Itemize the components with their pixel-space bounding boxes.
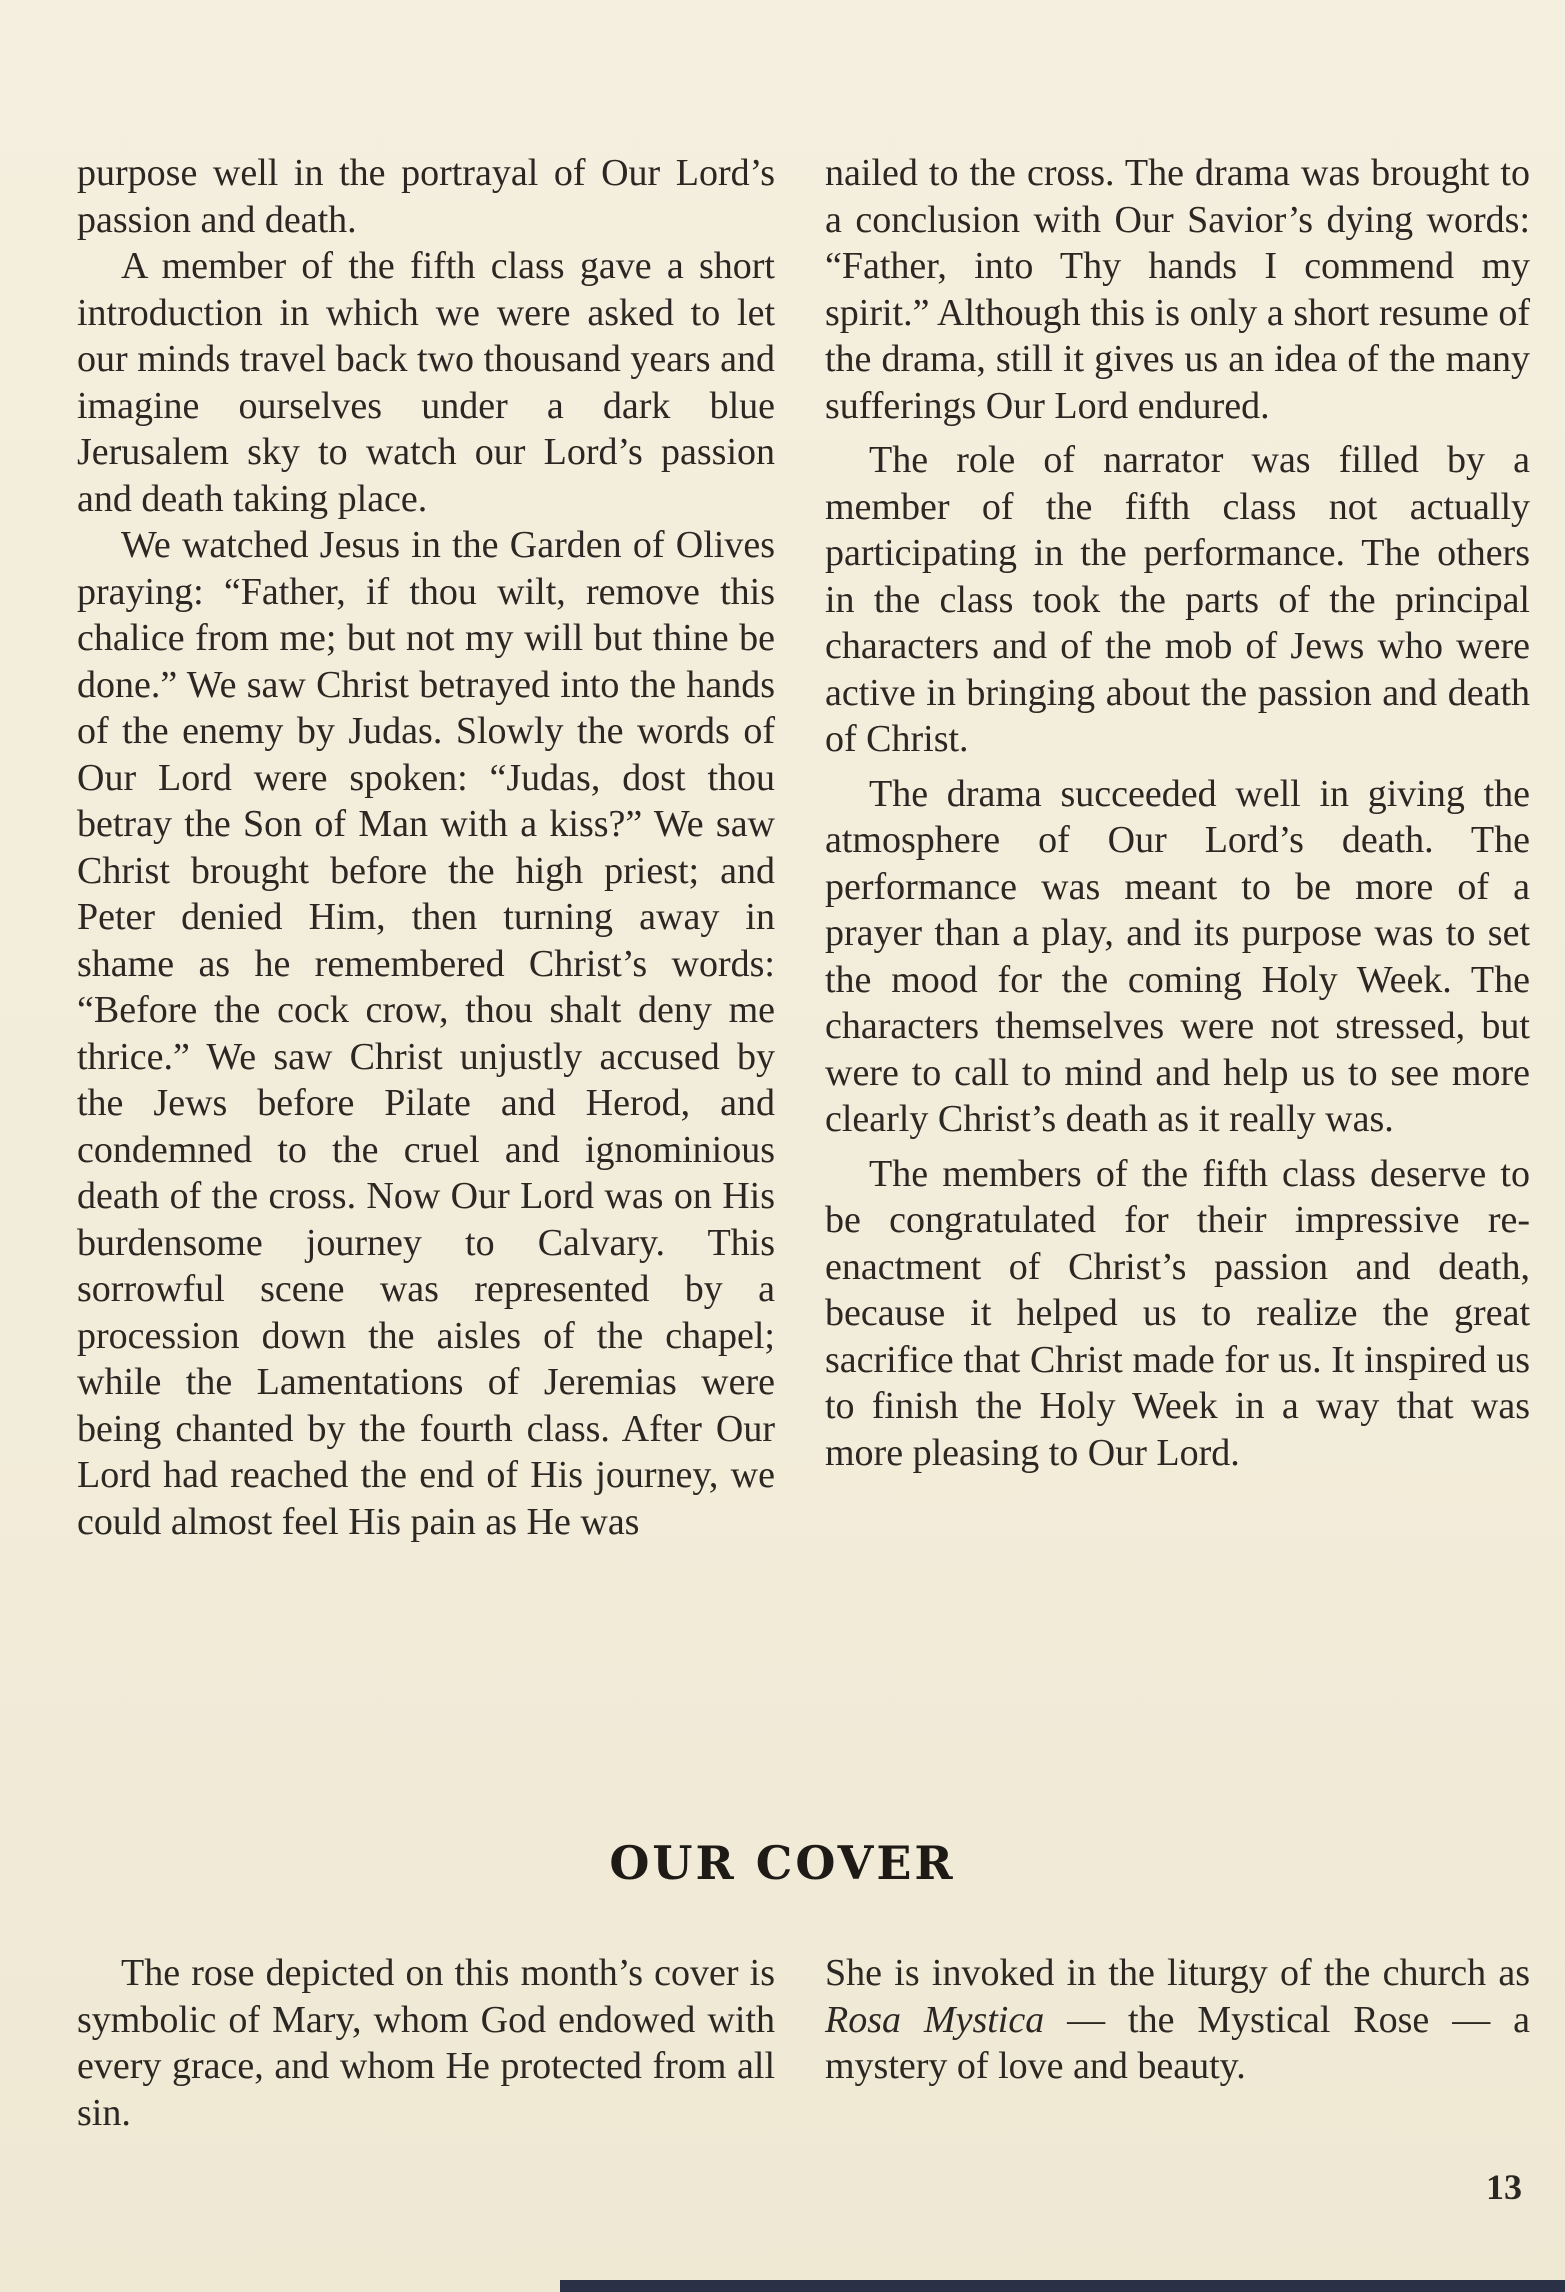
page-number: 13: [1486, 2167, 1522, 2207]
article-paragraph: The role of narrator was filled by a member of the fifth class not actually participating in the performance. The others in the class took the parts of the principal characters and of the mob of Jews who were active in bringing about the passion and death of Christ.: [825, 439, 1530, 760]
article-paragraph: The members of the fifth class deserve to be congratulated for their impressive re-enactment of Christ’s passion and death, because it helped us to realize the great sacrifice that Christ made for us. It inspired us to finish the Holy Week in a way that was more pleasing to Our Lord.: [825, 1152, 1530, 1474]
article-paragraph: A member of the fifth class gave a short introduction in which we were asked to let our minds travel back two thousand years and imagine ourselves under a dark blue Jerusalem sky to watch our Lord’s passion and death taking place.: [77, 245, 775, 520]
article-right-column: [825, 150, 1530, 1476]
cover-paragraph: The rose depicted on this month’s cover is symbolic of Mary, whom God endowed with every grace, and whom He protected from all sin.: [77, 1952, 775, 2134]
cover-paragraph: [825, 1950, 1530, 2090]
article-left-column: [77, 150, 775, 1545]
cover-right-column: [825, 1950, 1530, 2090]
rosa-mystica-italic: Rosa Mystica: [825, 1998, 1045, 2041]
article-paragraph: purpose well in the portrayal of Our Lord’s passion and death.: [77, 152, 775, 241]
cover-text-end: — the Mystical Rose — a mystery of love and beauty.: [825, 1998, 1530, 2087]
cover-left-column: [77, 1950, 775, 2136]
article-paragraph: The drama succeeded well in giving the atmosphere of Our Lord’s death. The performance was meant to be more of a prayer than a play, and its purpose was to set the mood for the coming Holy Week. The characters themselves were not stressed, but were to call to mind and help us to see more clearly Christ’s death as it really was.: [825, 772, 1530, 1140]
bottom-edge-band: [560, 2280, 1565, 2292]
article-paragraph: nailed to the cross. The drama was brought to a conclusion with Our Savior’s dying words: “Father, into Thy hands I commend my spirit.” Although this is only a short resume of the drama, still it gives us an idea of the many sufferings Our Lord endured.: [825, 152, 1530, 427]
cover-text-start: She is invoked in the liturgy of the church as: [825, 1952, 1530, 1994]
cover-section-heading: OUR COVER: [609, 1836, 956, 1890]
article-paragraph: We watched Jesus in the Garden of Olives praying: “Father, if thou wilt, remove this chalice from me; but not my will but thine be done.” We saw Christ betrayed into the hands of the enemy by Judas. Slowly the words of Our Lord were spoken: “Judas, dost thou betray the Son of Man with a kiss?” We saw Christ brought before the high priest; and Peter denied Him, then turning away in shame as he remembered Christ’s words: “Before the cock crow, thou shalt deny me thrice.” We saw Christ unjustly accused by the Jews before Pilate and Herod, and condemned to the cruel and ignominious death of the cross. Now Our Lord was on His burdensome journey to Calvary. This sorrowful scene was represented by a procession down the aisles of the chapel; while the Lamentations of Jeremias were being chanted by the fourth class. After Our Lord had reached the end of His journey, we could almost feel His pain as He was: [77, 524, 775, 1543]
